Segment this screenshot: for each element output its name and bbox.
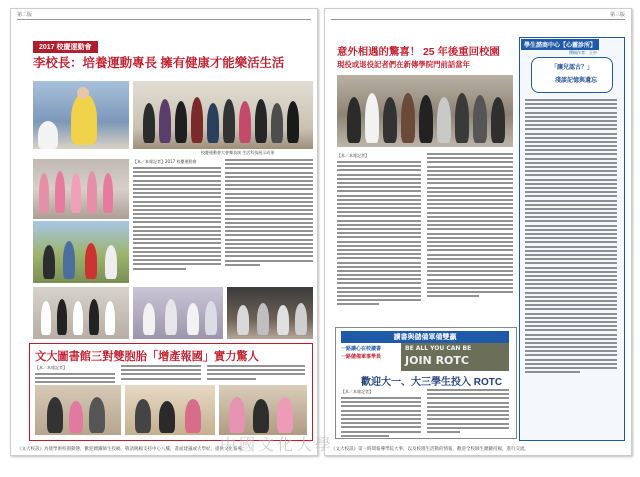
library-text-col-2 bbox=[121, 365, 201, 382]
column-body bbox=[525, 99, 617, 375]
reunion-text-col-1 bbox=[337, 153, 421, 308]
library-headline: 文大圖書館三對雙胞胎「增產報國」實力驚人 bbox=[35, 351, 259, 363]
page-folio: 第三版 bbox=[609, 12, 625, 18]
reunion-photo bbox=[337, 75, 513, 147]
rotc-logo-image bbox=[401, 343, 509, 371]
divider bbox=[17, 19, 311, 20]
column-title-1: 「讓兒認古？」 bbox=[551, 64, 594, 71]
rotc-banner: 讀書與儲備軍備雙贏 bbox=[341, 331, 509, 343]
section-ribbon: 2017 校慶運動會 bbox=[33, 41, 98, 53]
reunion-subheadline: 現役或退役記者們在新傳學院門前話當年 bbox=[337, 60, 471, 69]
page-folio: 第二版 bbox=[17, 12, 33, 18]
reunion-headline: 意外相遇的驚喜！ 25 年後重回校園 bbox=[337, 47, 500, 58]
rotc-text-col-1 bbox=[341, 389, 421, 439]
library-lead: 【本／本報記者】 bbox=[35, 365, 67, 370]
column-title-2: 淺談記憶與遺忘 bbox=[555, 77, 598, 84]
rotc-sub-2: 一路儲備軍事學員 bbox=[341, 354, 382, 360]
right-page bbox=[324, 8, 632, 456]
performance-photo bbox=[133, 287, 223, 339]
rotc-sub-1: 一路讓心在校讀書 bbox=[341, 346, 382, 352]
principal-photo bbox=[33, 81, 129, 149]
cheer-photo bbox=[33, 287, 129, 339]
left-footer: 《文大校訊》為使學術校園動態，歡迎踴躍師生投稿，敬請賜稿支持中心八樓，書面建議或大學紀，提供文化報導。 bbox=[17, 447, 247, 452]
photo-caption: 校慶運動會大會舞表演 生活科技展示成果 bbox=[201, 150, 275, 155]
column-tag: 學生諮商中心【心靈診所】 bbox=[521, 39, 599, 50]
library-text-col-3 bbox=[207, 365, 305, 382]
rotc-logo-line-2: JOIN ROTC bbox=[405, 354, 469, 367]
reunion-lead: 【本／本報記者】 bbox=[337, 153, 369, 158]
right-footer: 《文大校訊》第一時間報導學院大事，以及校園生活動的情報，歡迎全校師生踴躍投稿，進行交流。 bbox=[331, 447, 529, 452]
twins-photo-1 bbox=[35, 385, 121, 435]
crowd-photo bbox=[227, 287, 313, 339]
article-column-2 bbox=[225, 159, 313, 268]
left-page bbox=[10, 8, 318, 456]
rotc-headline: 歡迎大一、大三學生投入 ROTC bbox=[361, 377, 503, 388]
rotc-text-col-2 bbox=[427, 389, 509, 435]
watermark: 中國文化大學 bbox=[220, 435, 335, 454]
group-photo bbox=[133, 81, 313, 149]
rotc-logo-line-1: BE ALL YOU CAN BE bbox=[405, 345, 472, 352]
article-lead: 【本／本報記者】2017 校慶運動會 bbox=[133, 159, 197, 164]
twins-photo-3 bbox=[219, 385, 307, 435]
reunion-text-col-2 bbox=[427, 153, 513, 300]
divider bbox=[331, 19, 625, 20]
dance-photo bbox=[33, 159, 129, 219]
stadium-photo bbox=[33, 221, 129, 283]
main-headline: 李校長：培養運動專長 擁有健康才能樂活生活 bbox=[33, 56, 285, 70]
twins-photo-2 bbox=[125, 385, 215, 435]
column-byline: 撰稿作者：王中 bbox=[569, 50, 597, 55]
article-column-1 bbox=[133, 159, 221, 272]
rotc-lead: 【本／本報記者】 bbox=[341, 389, 373, 394]
